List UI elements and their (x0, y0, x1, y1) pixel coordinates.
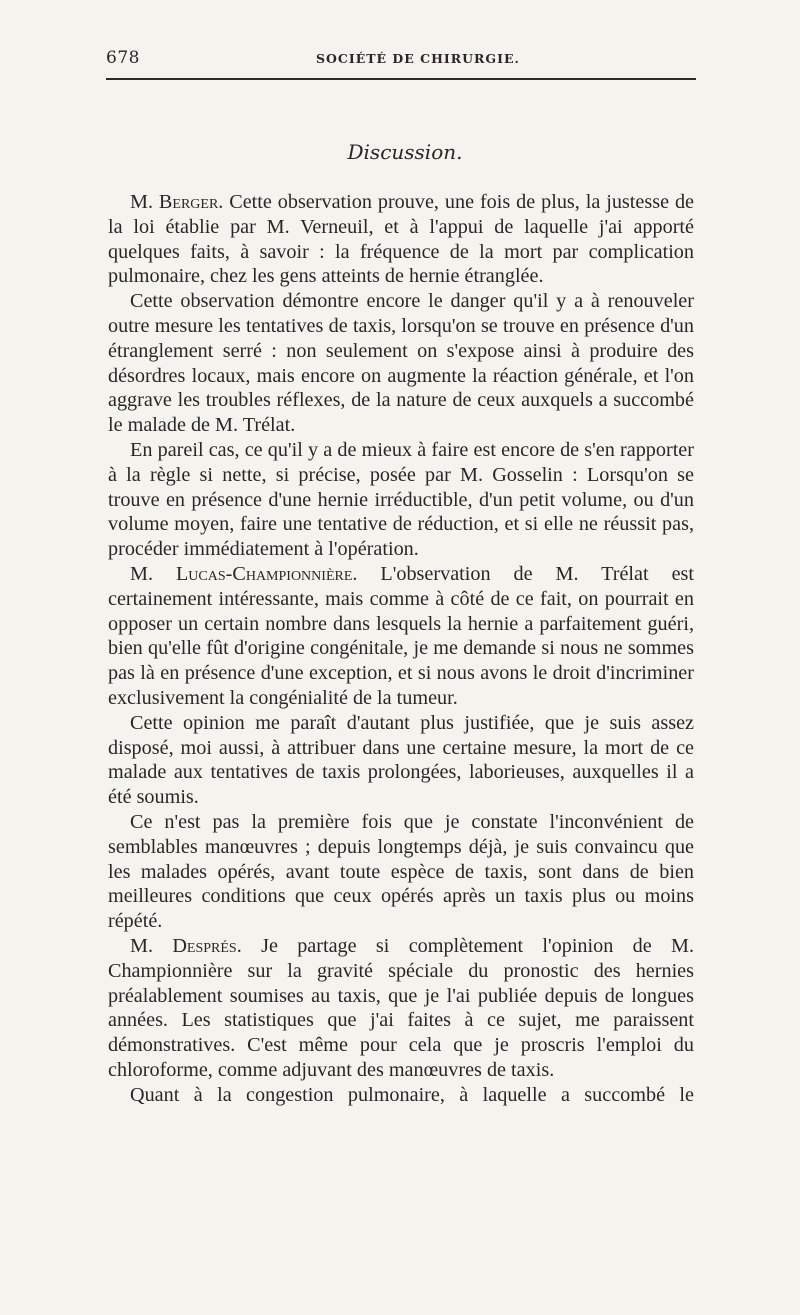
speaker-name: Després (172, 934, 237, 957)
header-rule (106, 78, 696, 80)
paragraph: Quant à la congestion pulmonaire, à laquelle a succombé le (130, 1083, 694, 1106)
paragraph: En pareil cas, ce qu'il y a de mieux à faire est encore de s'en rapporter à la règle si nette, si précise, posée par M. Gosselin : Lorsqu'on se trouve en présence d'une hernie irréductible, d'un petit volume, ou d'un volume moyen, faire une tentative de réduction, et si elle ne réussit pas, procéder immédiatement à l'opération. (108, 438, 694, 561)
page-number: 678 (106, 48, 140, 68)
paragraph: M. Després. Je partage si complètement l'opinion de M. Championnière sur la gravité spéciale du pronostic des hernies préalablement soumises au taxis, que je l'ai publiée depuis de longues années. Les statistiques que j'ai faites à ce sujet, me paraissent démonstratives. C'est même pour cela que je proscris l'emploi du chloroforme, comme adjuvant des manœuvres de taxis. (108, 934, 694, 1081)
section-title: Discussion. (347, 140, 463, 164)
paragraph: M. Lucas-Championnière. L'observation de M. Trélat est certainement intéressante, mais comme à côté de ce fait, on pourrait en opposer un certain nombre dans lesquels la hernie a parfaitement guéri, bien qu'elle fût d'origine congénitale, je me demande si nous ne sommes pas là en présence d'une exception, et si nous avons le droit d'incriminer exclusivement la congénialité de la tumeur. (108, 562, 695, 709)
running-head: SOCIÉTÉ DE CHIRURGIE. (316, 51, 520, 66)
body-text (108, 190, 694, 1107)
paragraph: Cette observation démontre encore le danger qu'il y a à renouveler outre mesure les tentatives de taxis, lorsqu'on se trouve en présence d'un étranglement serré : non seulement on s'expose ainsi à produire des désordres locaux, mais encore on augmente la réaction générale, et l'on aggrave les troubles réflexes, de la nature de ceux auxquels a succombé le malade de M. Trélat. (108, 290, 694, 437)
paragraph: Ce n'est pas la première fois que je constate l'inconvénient de semblables manœuvres ; depuis longtemps déjà, je suis convaincu que les malades opérés, avant toute espèce de taxis, sont dans de bien meilleures conditions que ceux opérés après un taxis plus ou moins répété. (108, 810, 694, 933)
speaker-name: Lucas-Championnière (175, 562, 353, 585)
speaker-name: Berger (158, 191, 219, 213)
paragraph: M. Berger. Cette observation prouve, une fois de plus, la justesse de la loi établie par M. Verneuil, et à l'appui de laquelle j'ai apporté quelques faits, à savoir : la fréquence de la mort par complication pulmonaire, chez les gens atteints de hernie étranglée. (108, 191, 695, 288)
paragraph: Cette opinion me paraît d'autant plus justifiée, que je suis assez disposé, moi aussi, à attribuer dans une certaine mesure, la mort de ce malade aux tentatives de taxis prolongées, laborieuses, auxquelles il a été soumis. (108, 711, 694, 809)
